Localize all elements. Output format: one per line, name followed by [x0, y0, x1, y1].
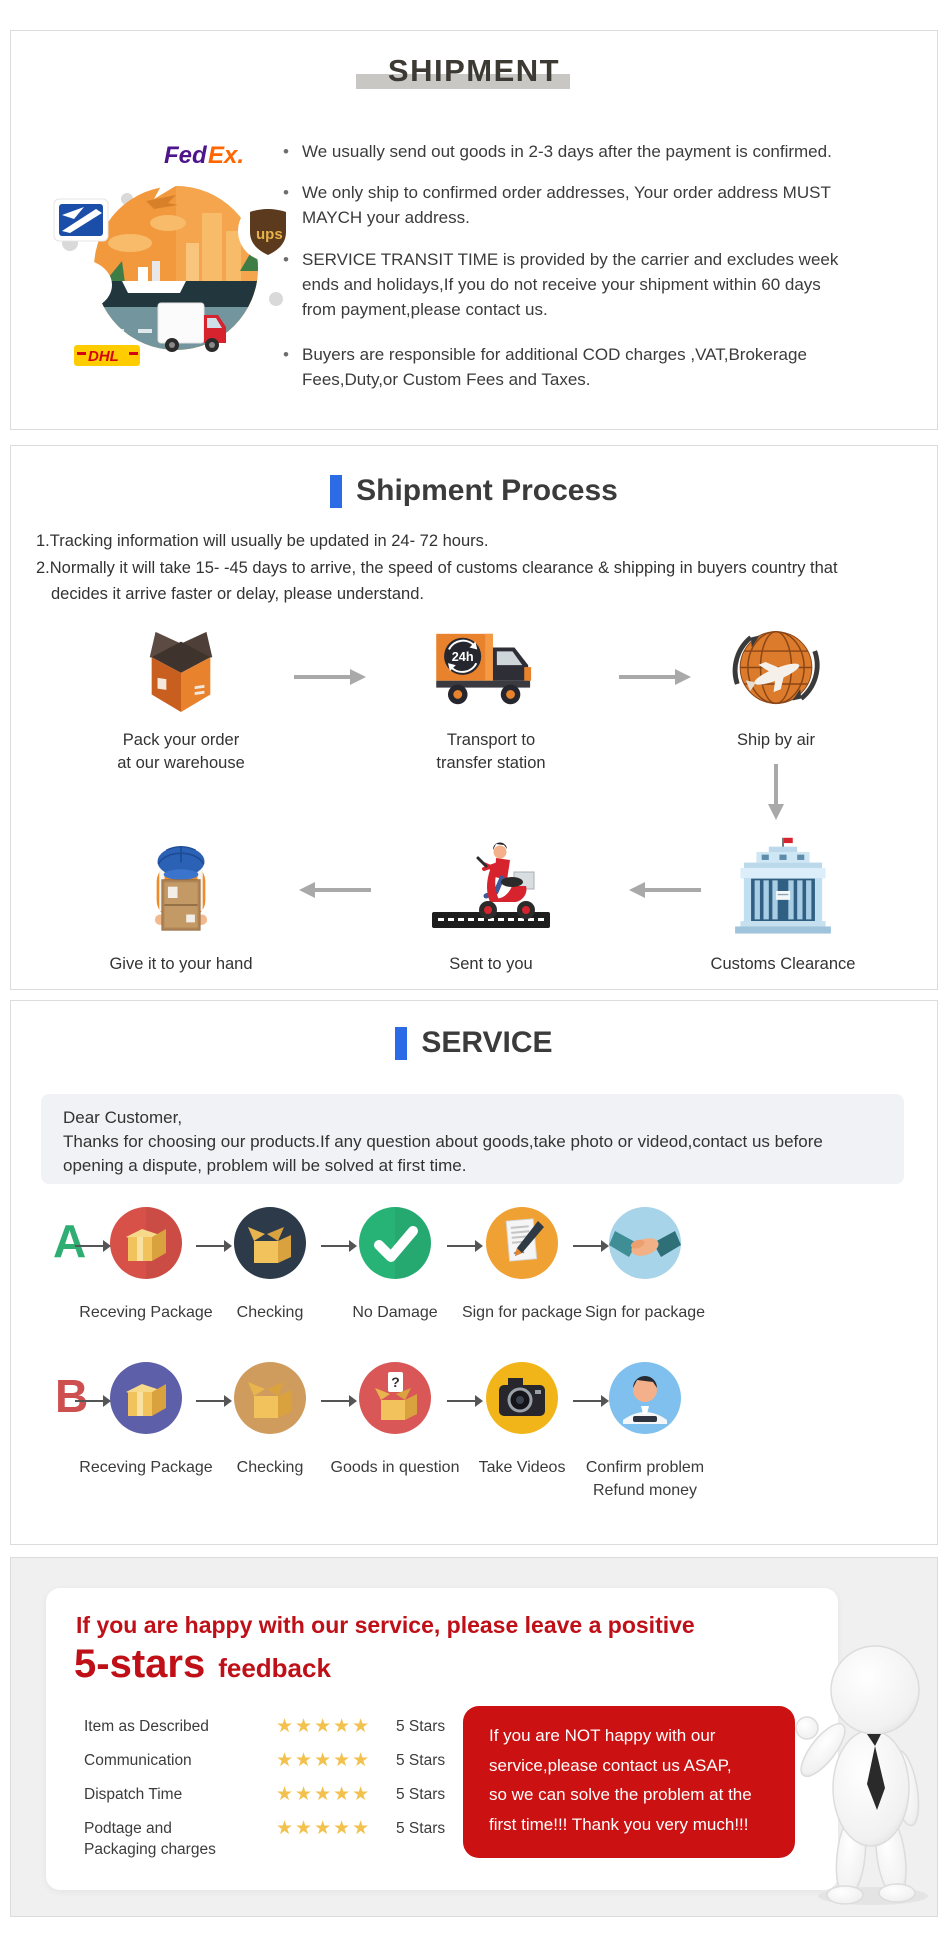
arrow-right-icon — [294, 669, 366, 685]
stars-icon: ★★★★★ — [276, 1750, 372, 1771]
step-label: Transport to transfer station — [436, 731, 546, 772]
step-label: Pack your order at our warehouse — [117, 731, 245, 772]
service-header — [11, 1026, 937, 1060]
svg-text:24h: 24h — [451, 649, 474, 665]
rating-row: Dispatch Time ★★★★★ 5 Stars — [84, 1784, 446, 1805]
truck-24h-icon — [431, 626, 551, 714]
shipment-title: SHIPMENT — [387, 53, 561, 88]
rating-row: Podtage and Packaging charges ★★★★★ 5 Stars — [84, 1818, 446, 1858]
goods-question-icon — [359, 1362, 431, 1434]
step-customs — [668, 836, 898, 976]
arrow-left-icon — [629, 882, 701, 898]
stars-icon: ★★★★★ — [276, 1716, 372, 1737]
step-arrow-icon — [321, 1394, 357, 1408]
step-hand-delivery — [66, 836, 296, 976]
shipment-bullet: • We only ship to confirmed order addresses, Your order address MUST MAYCH your address. — [283, 180, 838, 230]
rating-row: Item as Described ★★★★★ 5 Stars — [84, 1716, 446, 1737]
service-message-panel: Dear Customer, Thanks for choosing our products.If any question about goods,take photo or videod,contact us before opening a dispute, problem will be solved at first time. — [41, 1094, 904, 1184]
flow-step-label: Receving Package — [79, 1459, 213, 1476]
process-title: Shipment Process — [356, 474, 618, 507]
courier-with-box-icon — [131, 838, 231, 938]
five-stars-text: 5-stars — [74, 1642, 206, 1686]
flow-letter-a: A — [53, 1215, 87, 1267]
feedback-text: feedback — [218, 1653, 331, 1683]
arrow-right-icon — [619, 669, 691, 685]
flow-step-label: Checking — [236, 1304, 304, 1321]
step-label: Ship by air — [737, 731, 815, 749]
checking-box-icon — [234, 1362, 306, 1434]
svg-text:DHL: DHL — [88, 348, 119, 365]
blue-bar-icon — [395, 1027, 407, 1060]
shipment-bullet-list — [283, 139, 838, 392]
receive-package-icon — [110, 1207, 182, 1279]
shipment-bullet: • We usually send out goods in 2-3 days after the payment is confirmed. — [283, 139, 838, 164]
stars-icon: ★★★★★ — [276, 1784, 372, 1805]
shipment-section — [10, 30, 938, 430]
fedex-logo-icon — [146, 127, 250, 199]
feedback-panel — [46, 1588, 838, 1890]
step-pack-order — [66, 622, 296, 775]
globe-plane-icon — [726, 622, 826, 714]
step-sent-to-you — [376, 836, 606, 976]
shipment-process-section — [10, 445, 938, 990]
svg-text:Fed: Fed — [164, 142, 207, 169]
carriers-illustration-icon — [26, 103, 296, 403]
step-ship-air — [661, 622, 891, 752]
process-notes: 1.Tracking information will usually be updated in 24- 72 hours. 2.Normally it will take 15- -45 days to arrive, the speed of customs clearance & shipping in buyers country that decides it arrive faster or delay, please understand. — [36, 532, 838, 603]
shipment-title-wrap — [11, 53, 937, 89]
feedback-section — [10, 1557, 938, 1917]
stars-icon: ★★★★★ — [276, 1818, 372, 1839]
step-arrow-icon — [573, 1239, 609, 1253]
sign-document-icon — [486, 1207, 558, 1279]
open-box-icon — [135, 626, 227, 714]
arrow-down-icon — [768, 764, 784, 820]
svg-text:Ex.: Ex. — [208, 142, 245, 169]
svg-text:?: ? — [391, 1374, 400, 1390]
step-transport — [376, 622, 606, 775]
step-label: Customs Clearance — [710, 955, 856, 973]
flow-step-label: Take Videos — [478, 1459, 566, 1476]
step-label: Give it to your hand — [109, 955, 253, 973]
service-flow-b — [11, 1356, 937, 1511]
flow-step-label: Checking — [236, 1459, 304, 1476]
flow-step-label: Goods in question — [330, 1459, 460, 1476]
customs-building-icon — [723, 836, 843, 938]
flow-step-label: Confirm problem Refund money — [585, 1459, 705, 1499]
feedback-heading: If you are happy with our service, please leave a positive — [76, 1612, 695, 1638]
step-arrow-icon — [447, 1394, 483, 1408]
ratings-list — [84, 1716, 445, 1873]
step-arrow-icon — [196, 1239, 232, 1253]
feedback-subheading — [74, 1642, 331, 1687]
flow-step-label: Sign for package — [461, 1304, 583, 1321]
check-ok-icon — [359, 1207, 431, 1279]
process-header — [11, 474, 937, 508]
dhl-logo-icon — [74, 335, 140, 379]
service-flow-a — [11, 1201, 937, 1356]
shipment-bullet: • SERVICE TRANSIT TIME is provided by the carrier and excludes week ends and holidays,If you do not receive your shipment within 60 days from payment,please contact us. — [283, 247, 838, 322]
step-arrow-icon — [75, 1239, 111, 1253]
rating-row: Communication ★★★★★ 5 Stars — [84, 1750, 446, 1771]
service-section — [10, 1000, 938, 1545]
mascot-figure-icon — [793, 1638, 945, 1910]
blue-bar-icon — [330, 475, 342, 508]
step-arrow-icon — [321, 1239, 357, 1253]
unhappy-notice-box: If you are NOT happy with our service,please contact us ASAP, so we can solve the problem at the first time!!! Thank you very much!!! — [463, 1706, 795, 1858]
checking-box-icon — [234, 1207, 306, 1279]
receive-package-icon — [110, 1362, 182, 1434]
handshake-icon — [609, 1207, 681, 1279]
step-arrow-icon — [573, 1394, 609, 1408]
flow-step-label: Sign for package — [584, 1304, 706, 1321]
flow-step-label: No Damage — [352, 1304, 438, 1321]
step-label: Sent to you — [449, 955, 533, 973]
process-flow — [11, 614, 937, 991]
svg-text:ups: ups — [256, 226, 283, 243]
service-title: SERVICE — [421, 1026, 553, 1059]
shipment-bullet: • Buyers are responsible for additional COD charges ,VAT,Brokerage Fees,Duty,or Custom Fees and Taxes. — [283, 342, 838, 392]
flow-letter-b: B — [55, 1370, 89, 1422]
step-arrow-icon — [196, 1394, 232, 1408]
scooter-delivery-icon — [426, 838, 556, 938]
arrow-left-icon — [299, 882, 371, 898]
support-agent-icon — [609, 1362, 681, 1434]
step-arrow-icon — [447, 1239, 483, 1253]
camera-icon — [486, 1362, 558, 1434]
flow-step-label: Receving Package — [79, 1304, 213, 1321]
step-arrow-icon — [75, 1394, 111, 1408]
